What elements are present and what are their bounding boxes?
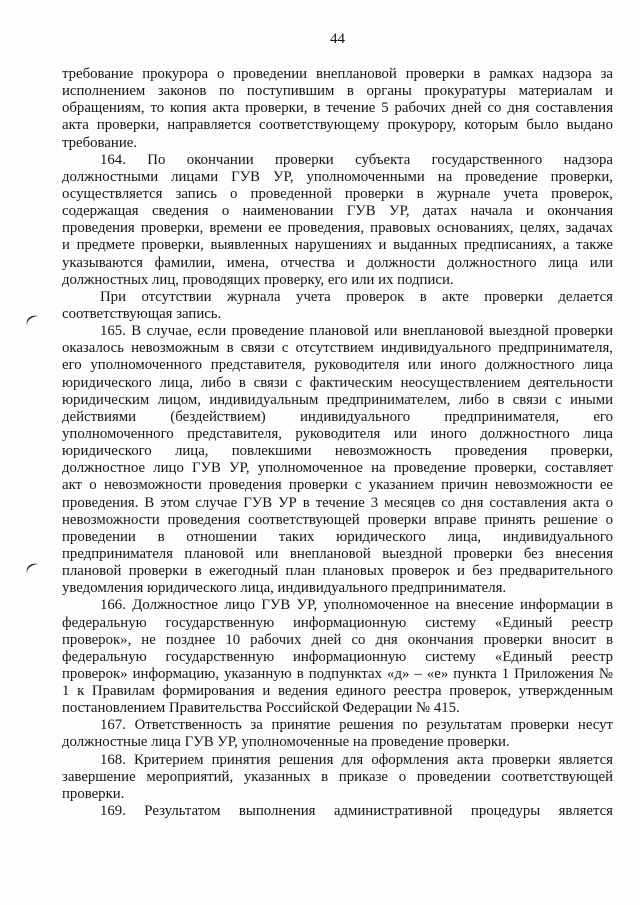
text-line: должностные лица ГУВ УР, уполномоченные на проведение проверки. xyxy=(62,734,510,751)
document-body xyxy=(62,66,613,820)
text-line: требование прокурора о проведении внеплановой проверки в рамках надзора за xyxy=(62,66,613,82)
text-line: плановой проверки в ежегодный план плановых проверок и без предварительного xyxy=(62,563,613,580)
text-line: 164. По окончании проверки субъекта государственного надзора xyxy=(100,151,613,168)
text-line: акт о невозможности проведения проверки с указанием причин невозможности ее xyxy=(62,477,613,494)
text-line: оказалось невозможным в связи с отсутствием индивидуального предпринимателя, xyxy=(62,340,613,357)
text-line: уведомления юридического лица, индивидуального предпринимателя. xyxy=(62,580,507,597)
text-line: исполнением законов по поступившим в органы прокуратуры материалам и xyxy=(62,83,613,100)
text-line: юридического лица, либо в связи с фактическим неосуществлением деятельности xyxy=(62,374,613,391)
text-line: предпринимателя плановой или внеплановой выездной проверки без внесения xyxy=(62,545,613,562)
text-line: требование. xyxy=(62,134,138,151)
text-line: проведении в отношении таких юридического лица, индивидуального xyxy=(62,528,613,545)
text-line: обращениям, то копия акта проверки, в течение 5 рабочих дней со дня составления xyxy=(62,100,613,117)
text-line: осуществляется запись о проведенной проверки в журнале учета проверок, xyxy=(62,185,613,202)
text-line: завершение мероприятий, указанных в приказе о проведении соответствующей xyxy=(62,768,613,785)
scan-mark-icon xyxy=(18,560,42,580)
text-line: 166. Должностное лицо ГУВ УР, уполномоченное на внесение информации в xyxy=(100,597,613,614)
text-line: проведения проверки, времени ее проведения, правовых основаниях, целях, задачах xyxy=(62,220,613,237)
text-line: юридического лица, повлекшими невозможность проведения проверки, xyxy=(62,443,613,460)
text-line: 168. Критерием принятия решения для оформления акта проверки является xyxy=(100,751,613,768)
text-line: постановлением Правительства Российской Федерации № 415. xyxy=(62,700,460,717)
text-line: указываются фамилии, имена, отчества и должности должностного лица или xyxy=(62,254,613,271)
text-line: соответствующая запись. xyxy=(62,305,222,322)
text-line: и предмете проверки, выявленных нарушениях и выданных предписаниях, а также xyxy=(62,237,613,254)
text-line: проверок», не позднее 10 рабочих дней со дня окончания проверки вносит в xyxy=(62,631,613,648)
text-line: уполномоченного представителя, руководителя или иного должностного лица xyxy=(62,425,613,442)
paragraph-165 xyxy=(62,323,613,597)
text-line: федеральную государственную информационную систему «Единый реестр xyxy=(62,648,613,665)
text-line: 1 к Правилам формирования и ведения единого реестра проверок, утвержденным xyxy=(62,683,613,700)
text-line: действиями (бездействием) индивидуального предпринимателя, его xyxy=(62,408,613,425)
paragraph-continuation xyxy=(62,66,613,152)
scan-mark-icon xyxy=(18,312,42,332)
text-line: 165. В случае, если проведение плановой или внеплановой выездной проверки xyxy=(100,323,613,340)
text-line: его уполномоченного представителя, руководителя или иного должностного лица xyxy=(62,357,613,374)
text-line: должностных лиц, проводящих проверку, его или их подписи. xyxy=(62,271,454,288)
text-line: проверок» информацию, указанную в подпунктах «д» – «е» пункта 1 Приложения № xyxy=(62,665,613,682)
text-line: 167. Ответственность за принятие решения по результатам проверки несут xyxy=(100,717,613,734)
text-line: акта проверки, направляется соответствующему прокурору, которым было выдано xyxy=(62,117,613,134)
paragraph-168 xyxy=(62,752,613,803)
text-line: содержащая сведения о наименовании ГУВ УР, датах начала и окончания xyxy=(62,203,613,220)
text-line: При отсутствии журнала учета проверок в акте проверки делается xyxy=(100,288,613,305)
text-line: должностными лицами ГУВ УР, уполномоченными на проведение проверки, xyxy=(62,168,613,185)
text-line: должностное лицо ГУВ УР, уполномоченное на проведение проверки, составляет xyxy=(62,460,613,477)
text-line: федеральную государственную информационную систему «Единый реестр xyxy=(62,614,613,631)
paragraph-169 xyxy=(62,803,613,820)
text-line: невозможности проведения соответствующей проверки вправе принять решение о xyxy=(62,511,613,528)
paragraph-164 xyxy=(62,152,613,289)
text-line: 169. Результатом выполнения административной процедуры является xyxy=(100,803,613,820)
text-line: юридическим лицом, индивидуальным предпринимателем, либо в связи с иными xyxy=(62,391,613,408)
page-number: 44 xyxy=(330,31,345,47)
paragraph-166 xyxy=(62,597,613,717)
text-line: проведения. В этом случае ГУВ УР в течение 3 месяцев со дня составления акта о xyxy=(62,494,613,511)
paragraph-167 xyxy=(62,717,613,751)
text-line: проверки. xyxy=(62,785,125,802)
paragraph-journal-note xyxy=(62,289,613,323)
